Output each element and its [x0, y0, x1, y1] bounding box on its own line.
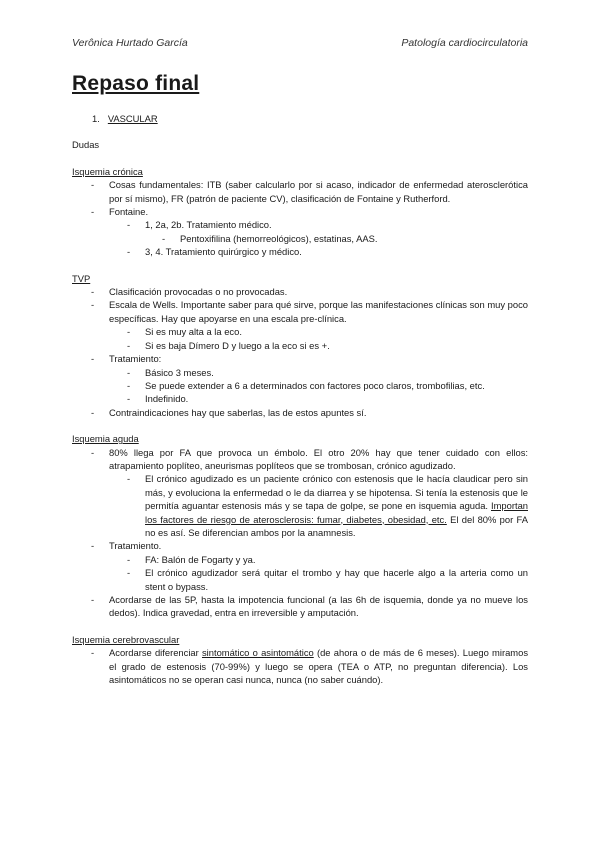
list-item: - Fontaine.	[72, 205, 528, 218]
document-page	[72, 0, 528, 848]
heading-isquemia-cerebrovascular: Isquemia cerebrovascular	[72, 633, 180, 645]
section-heading-vascular	[92, 112, 528, 125]
list-item: - Básico 3 meses.	[72, 366, 528, 379]
text-run: (de ahora o de más de 6 meses). Luego miramos el grado de estenosis (70-99%) y luego se opera (TEA o ATP, no preguntan diferencia). Los asintomáticos no se operan casi nunca, nunca (no saber cuándo).	[109, 647, 529, 686]
heading-isquemia-cronica: Isquemia crónica	[72, 165, 143, 177]
text-run: El crónico agudizado es un paciente crónico con estenosis que le hacía claudicar pero sin más, y evoluciona la enfermedad o le da diarrea y se hipotensa. Si tenía la estenosis que le permitía aguantar estenosis más y se tapa de golpe, se pone en isquemia aguda.	[145, 473, 528, 512]
document-body	[72, 112, 528, 686]
list-item: - 3, 4. Tratamiento quirúrgico y médico.	[72, 245, 528, 258]
section-label: VASCULAR	[107, 113, 158, 124]
heading-isquemia-aguda: Isquemia aguda	[72, 433, 139, 445]
list-item: - El crónico agudizador será quitar el trombo y hay que hacerle algo a la arteria como un stent o bypass.	[72, 566, 528, 593]
dudas-label: Dudas	[72, 139, 100, 151]
section-number: 1.	[92, 113, 100, 124]
list-item: - Indefinido.	[72, 392, 528, 405]
list-item: - Cosas fundamentales: ITB (saber calcularlo por si acaso, indicador de enfermedad aterosclerótica por sí mismo), FR (patrón de paciente CV), clasificación de Fontaine y Rutherford.	[72, 178, 528, 205]
list-item: - Clasificación provocadas o no provocadas.	[72, 285, 528, 298]
list-item: - Si es baja Dímero D y luego a la eco si es +.	[72, 339, 528, 352]
list-item	[72, 472, 528, 539]
list-item: - Contraindicaciones hay que saberlas, las de estos apuntes sí.	[72, 406, 528, 419]
list-item: - Acordarse de las 5P, hasta la impotencia funcional (a las 6h de isquemia, donde ya no mueve los dedos). Indica gravedad, entra en irreversible y amputación.	[72, 593, 528, 620]
underlined-text: sintomático o asintomático	[201, 647, 314, 659]
list-item: - Si es muy alta a la eco.	[72, 325, 528, 338]
list-item: - Pentoxifilina (hemorreológicos), estatinas, AAS.	[72, 232, 528, 245]
heading-tvp: TVP	[72, 272, 91, 284]
text-run: Acordarse diferenciar	[109, 647, 202, 659]
list-item: - Tratamiento:	[72, 352, 528, 365]
page-title: Repaso final	[72, 72, 200, 95]
header-author: Verônica Hurtado García	[72, 37, 188, 49]
list-item	[72, 646, 528, 686]
list-item: - 80% llega por FA que provoca un émbolo. El otro 20% hay que tener cuidado con ellos: atrapamiento poplíteo, aneurismas poplíteos que se trombosan, crónico agudizado.	[72, 446, 528, 473]
underlined-text: Importan los factores de riesgo de aterosclerosis: fumar, diabetes, obesidad, etc.	[145, 500, 528, 525]
text-run: El del 80% por FA no es así. Se diferencian ambos por la anamnesis.	[145, 513, 528, 538]
list-item: - Escala de Wells. Importante saber para qué sirve, porque las manifestaciones clínicas son muy poco específicas. Hay que apoyarse en una escala pre-clínica.	[72, 298, 528, 325]
header-subject: Patología cardiocirculatoria	[401, 37, 528, 49]
list-item: - 1, 2a, 2b. Tratamiento médico.	[72, 218, 528, 231]
list-item: - FA: Balón de Fogarty y ya.	[72, 553, 528, 566]
list-item: - Tratamiento.	[72, 539, 528, 552]
list-item: - Se puede extender a 6 a determinados con factores poco claros, trombofilias, etc.	[72, 379, 528, 392]
